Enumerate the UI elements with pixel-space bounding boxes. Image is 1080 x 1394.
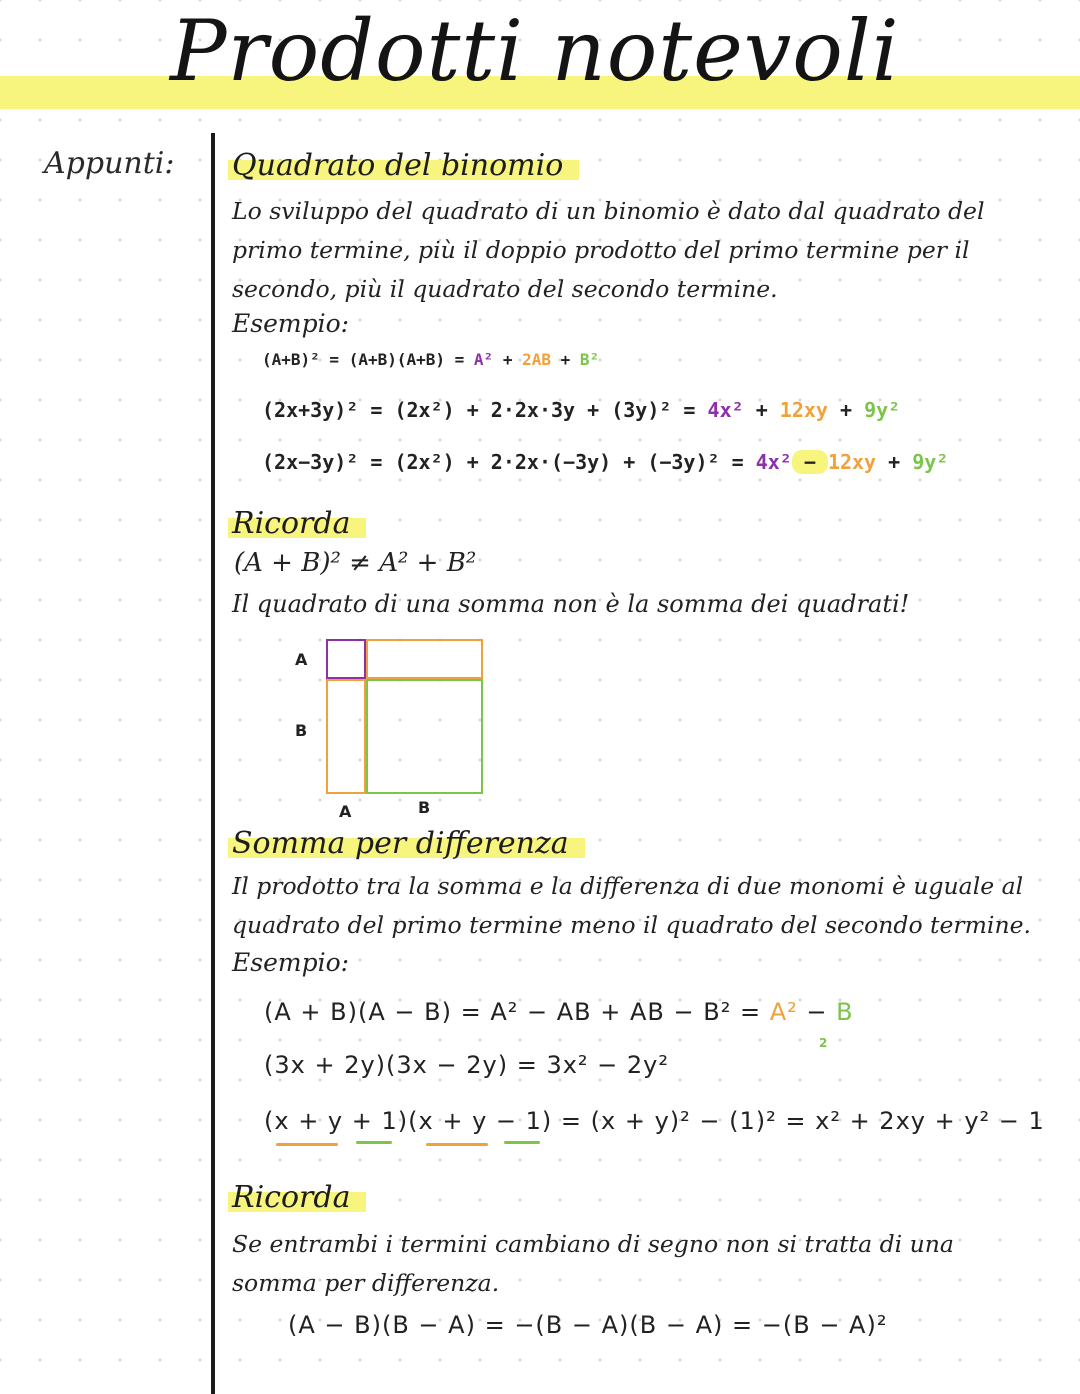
square-binomial-text: Lo sviluppo del quadrato di un binomio è dato dal quadrato del primo termine, più il doppio prodotto del primo termine per il secondo, più il quadrato del secondo termine.	[232, 197, 985, 303]
underline-green-2	[504, 1141, 540, 1144]
rect-ab-left	[326, 679, 366, 794]
formula-square-example-plus: (2x+3y)² = (2x²) + 2·2x·3y + (3y)² = 4x² + 12xy + 9y²	[262, 398, 901, 422]
diagram-label-a-left: A	[295, 650, 308, 669]
rect-ab-top	[366, 639, 483, 679]
square-a-squared	[326, 639, 366, 679]
square-b-squared	[366, 679, 483, 794]
underline-orange-2	[426, 1143, 488, 1146]
formula-sign-change: (A − B)(B − A) = −(B − A)(B − A) = −(B − A)²	[288, 1311, 888, 1339]
remember-heading: Ricorda	[228, 506, 366, 541]
diagram-label-b-left: B	[295, 721, 308, 740]
remember-statement: Il quadrato di una somma non è la somma dei quadrati!	[232, 590, 910, 618]
diagram-label-a-bottom: A	[339, 802, 352, 821]
page-title: Prodotti notevoli	[170, 2, 900, 100]
diagram-label-b-bottom: B	[418, 798, 431, 817]
example-label-2: Esempio:	[232, 948, 350, 977]
section-heading-sum-difference: Somma per differenza	[228, 826, 585, 861]
formula-sum-difference-trinomial: (x + y + 1)(x + y − 1) = (x + y)² − (1)² = x² + 2xy + y² − 1	[264, 1107, 1045, 1135]
example-label: Esempio:	[232, 309, 350, 338]
inequality-formula: (A + B)² ≠ A² + B²	[234, 548, 477, 578]
formula-sum-difference-ab: (A + B)(A − B) = A² − AB + AB − B² = A² − B	[264, 998, 854, 1026]
exponent-two: 2	[819, 1036, 828, 1050]
remember-text-2: Se entrambi i termini cambiano di segno non si tratta di una somma per differenza.	[232, 1230, 954, 1297]
underline-orange-1	[276, 1143, 338, 1146]
sum-difference-text: Il prodotto tra la somma e la differenza di due monomi è uguale al quadrato del primo termine meno il quadrato del secondo termine.	[232, 872, 1031, 939]
underline-green-1	[356, 1141, 392, 1144]
formula-sum-difference-example: (3x + 2y)(3x − 2y) = 3x² − 2y²	[264, 1051, 669, 1079]
formula-square-example-minus: (2x−3y)² = (2x²) + 2·2x·(−3y) + (−3y)² = 4x² − 12xy + 9y²	[262, 450, 949, 474]
section-heading-square-binomial: Quadrato del binomio	[228, 148, 579, 183]
formula-square-ab: (A+B)² = (A+B)(A+B) = A² + 2AB + B²	[262, 350, 600, 369]
margin-divider	[211, 133, 215, 1394]
remember-heading-2: Ricorda	[228, 1180, 366, 1215]
sidebar-label: Appunti:	[44, 146, 175, 181]
